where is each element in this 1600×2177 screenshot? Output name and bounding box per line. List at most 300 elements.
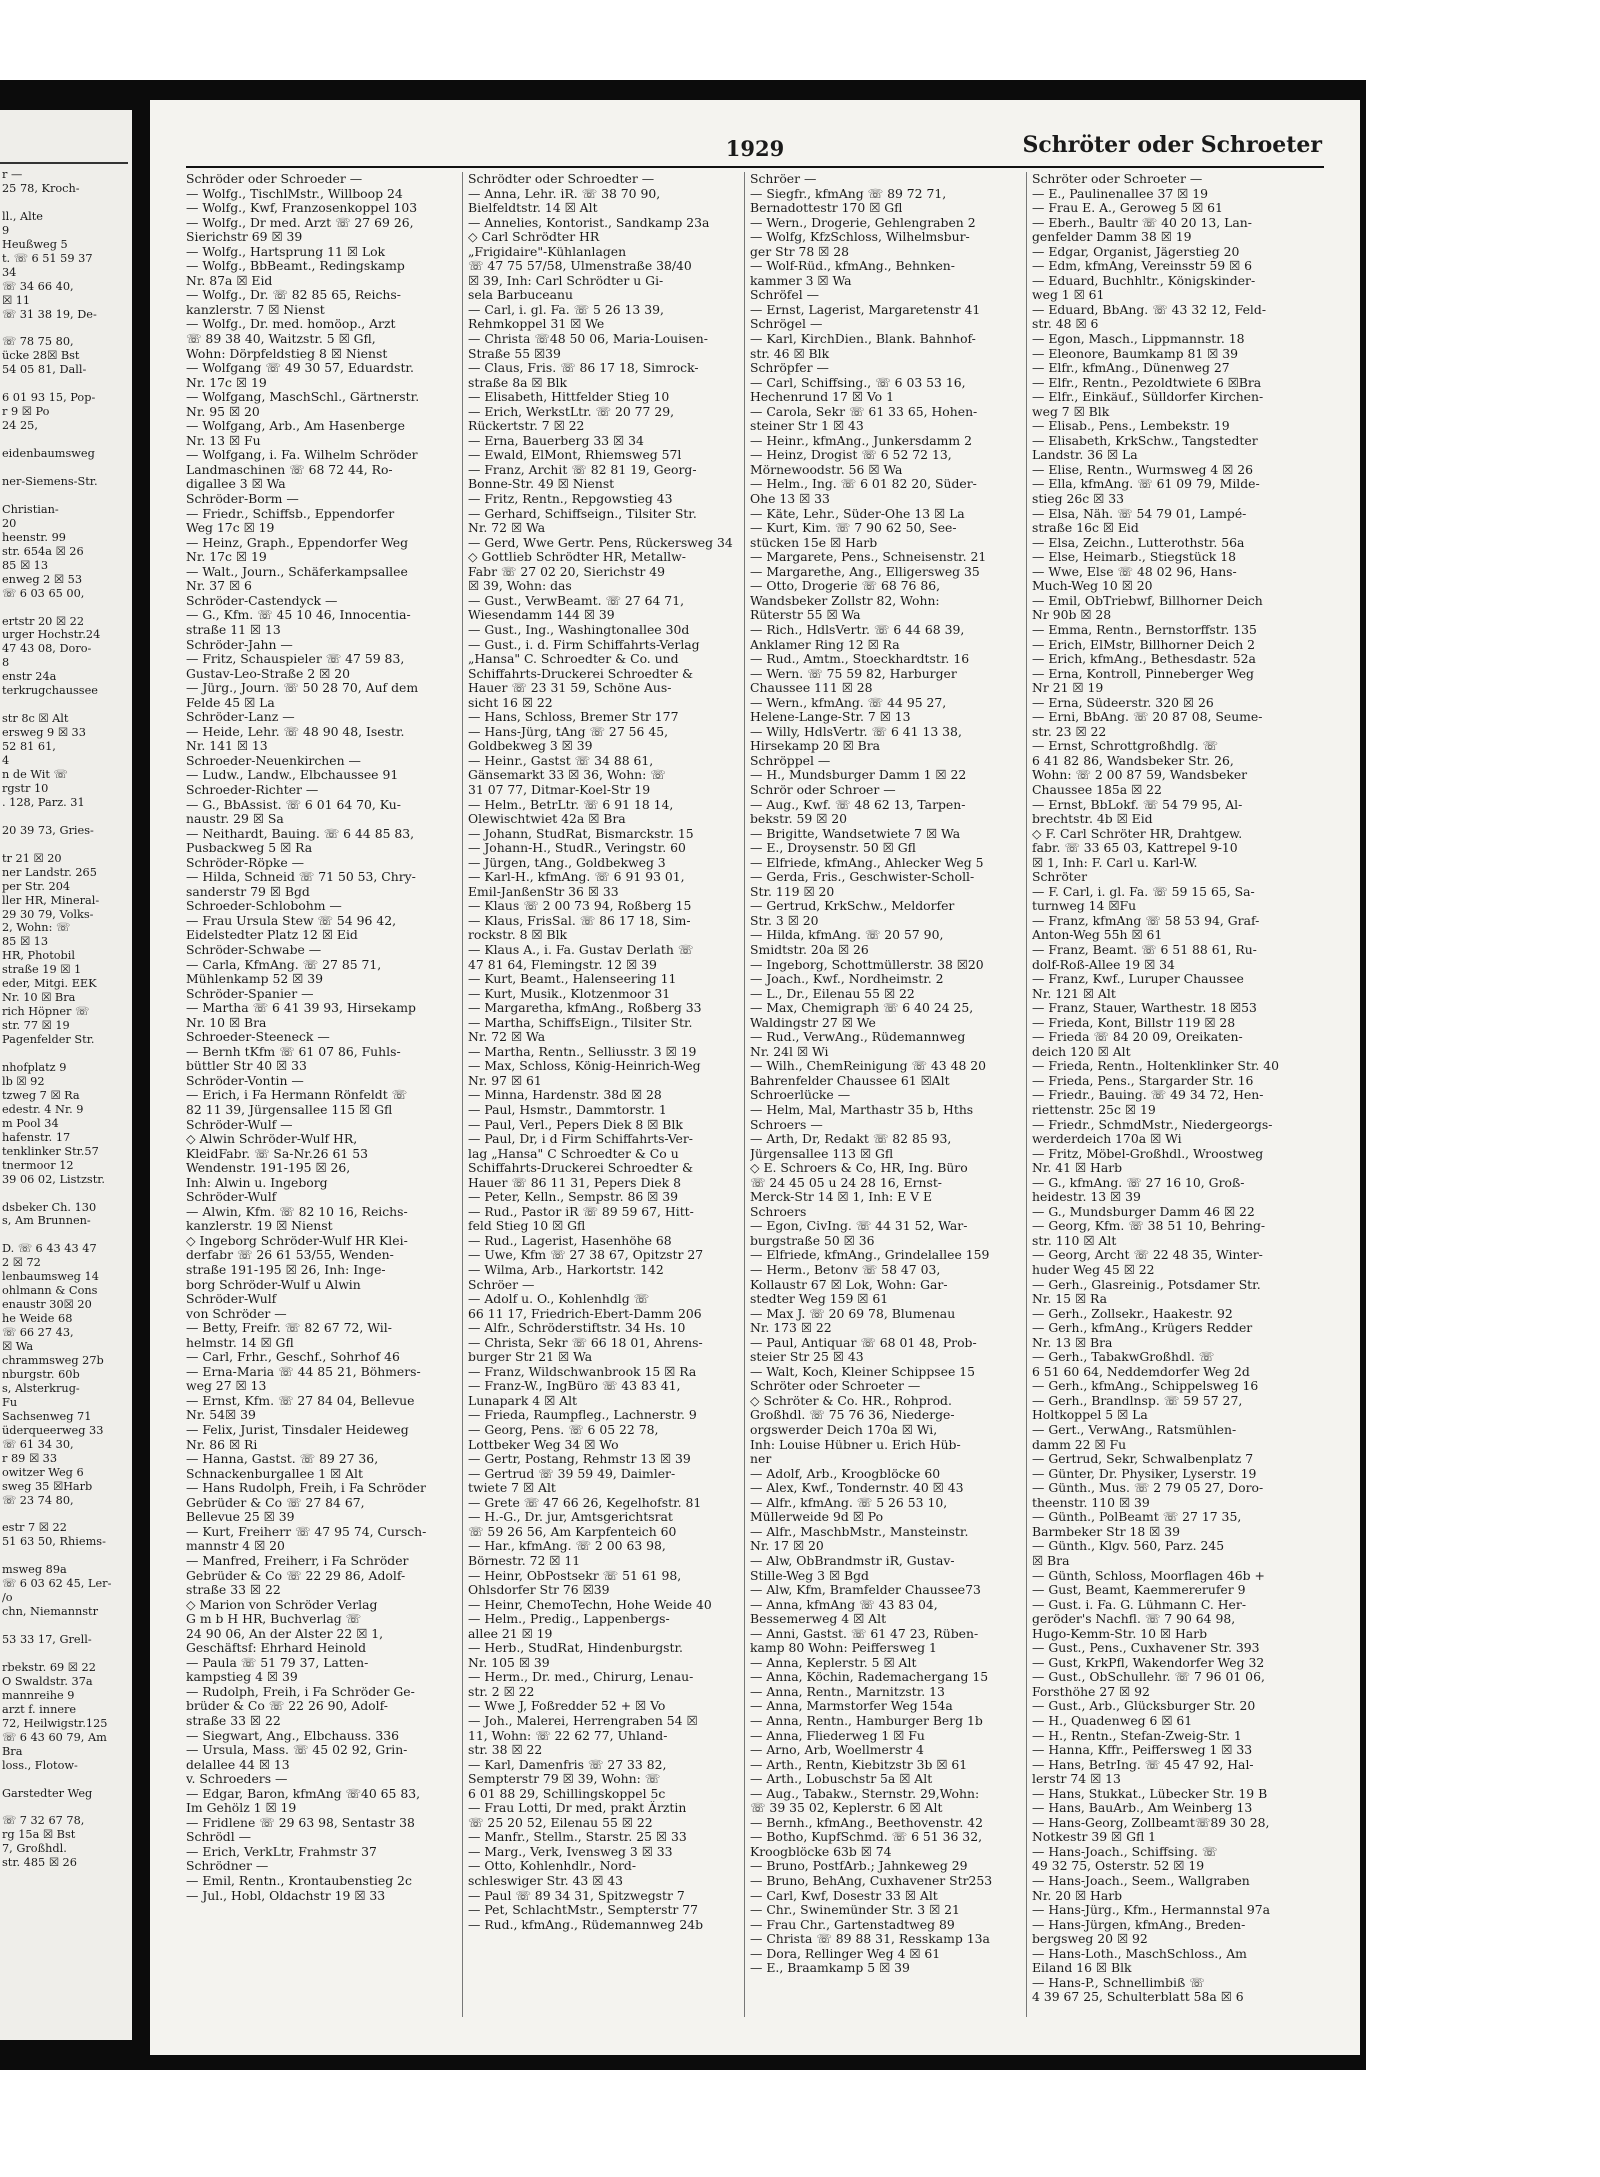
directory-line: v. Schroeders — — [186, 1772, 288, 1787]
directory-line: 82 11 39, Jürgensallee 115 ☒ Gfl — [186, 1103, 393, 1117]
directory-line: — Margarete, Pens., Schneisenstr. 21 — [750, 550, 987, 565]
left-page-line: ☏ 6 03 62 45, Ler- — [2, 1577, 112, 1591]
directory-line: — Erich, VerkLtr, Frahmstr 37 — [186, 1844, 377, 1859]
directory-line: Str. 119 ☒ 20 — [750, 884, 835, 899]
directory-line: 31 07 77, Ditmar-Koel-Str 19 — [468, 782, 651, 797]
left-page-line: . 128, Parz. 31 — [2, 795, 85, 809]
directory-line: — Hans, BauArb., Am Weinberg 13 — [1032, 1801, 1253, 1816]
left-page-line: 25 78, Kroch- — [2, 181, 80, 195]
directory-line: Schröder oder Schroeder — — [186, 172, 363, 186]
directory-line: straße 11 ☒ 13 — [186, 622, 281, 637]
left-page-line: ner Landstr. 265 — [2, 865, 97, 879]
left-page-line: str. 77 ☒ 19 — [2, 1019, 70, 1033]
directory-line: Straße 55 ☒39 — [468, 346, 561, 361]
directory-line: — Elise, Rentn., Wurmsweg 4 ☒ 26 — [1032, 462, 1253, 477]
directory-line: — Elsa, Näh. ☏ 54 79 01, Lampé- — [1032, 506, 1247, 521]
directory-line: — Gust., VerwBeamt. ☏ 27 64 71, — [468, 593, 685, 608]
directory-line: ☏ 47 75 57/58, Ulmenstraße 38/40 — [468, 259, 692, 274]
left-page-line — [2, 601, 130, 615]
directory-line: — Felix, Jurist, Tinsdaler Heideweg — [186, 1423, 409, 1438]
directory-line: kanzlerstr. 7 ☒ Nienst — [186, 302, 325, 317]
directory-line: — H.-G., Dr. jur, Amtsgerichtsrat — [468, 1510, 673, 1525]
directory-line: — Gertrud, KrkSchw., Meldorfer — [750, 899, 955, 914]
directory-line: — Paul, Antiquar ☏ 68 01 48, Prob- — [750, 1335, 977, 1350]
directory-line: — Günter, Dr. Physiker, Lyserstr. 19 — [1032, 1466, 1257, 1481]
directory-line: — Jürgen, tAng., Goldbekweg 3 — [468, 855, 666, 870]
left-page-line: ☏ 34 66 40, — [2, 279, 74, 293]
directory-line: — Rich., HdlsVertr. ☏ 6 44 68 39, — [750, 622, 965, 637]
directory-line: — Jul., Hobl, Oldachstr 19 ☒ 33 — [186, 1888, 386, 1903]
directory-line: Schröter oder Schroeter — — [1032, 172, 1203, 186]
left-page-line: 39 06 02, Listzstr. — [2, 1172, 105, 1186]
running-head: Schröter oder Schroeter — [1022, 132, 1322, 158]
column-divider — [1026, 172, 1027, 2017]
directory-line: ☒ 39, Inh: Carl Schrödter u Gi- — [468, 273, 664, 288]
left-page-line: s, Alsterkrug- — [2, 1381, 80, 1395]
directory-line: ☒ 1, Inh: F. Carl u. Karl-W. — [1032, 855, 1198, 870]
directory-line: Str. 3 ☒ 20 — [750, 913, 819, 928]
left-page-line — [2, 1773, 130, 1787]
left-page-line: enweg 2 ☒ 53 — [2, 572, 83, 586]
directory-line: — Helm, Mal, Marthastr 35 b, Hths — [750, 1103, 974, 1117]
directory-line: ger Str 78 ☒ 28 — [750, 244, 849, 259]
directory-line: — Margaretha, kfmAng., Roßberg 33 — [468, 1001, 702, 1016]
left-page-line: 52 81 61, — [2, 740, 56, 754]
left-page-line: 20 — [2, 516, 17, 530]
directory-line: Nr. 13 ☒ Fu — [186, 433, 261, 448]
directory-line: — Wolfg., Dr. ☏ 82 85 65, Reichs- — [186, 288, 401, 303]
directory-line: — Arno, Arb, Woellmerstr 4 — [750, 1743, 924, 1758]
directory-line: Nr. 87a ☒ Eid — [186, 273, 273, 288]
left-page-line: 7, Großhdl. — [2, 1842, 67, 1856]
directory-line: Schröder-Schwabe — — [186, 942, 322, 957]
directory-line: — E., Droysenstr. 50 ☒ Gfl — [750, 841, 916, 856]
directory-line: — Gust., i. d. Firm Schiffahrts-Verlag — [468, 637, 700, 652]
left-page-line: 34 — [2, 265, 17, 279]
directory-line: Schroeder-Steeneck — — [186, 1030, 330, 1045]
directory-line: — Friedr., Bauing. ☏ 49 34 72, Hen- — [1032, 1088, 1264, 1103]
directory-line: — Hans-Joach., Seem., Wallgraben — [1032, 1873, 1250, 1888]
directory-line: — Paul, Hsmstr., Dammtorstr. 1 — [468, 1103, 667, 1117]
directory-line: — Hans-Joach., Schiffsing. ☏ — [1032, 1844, 1218, 1859]
directory-line: ☏ 59 26 56, Am Karpfenteich 60 — [468, 1524, 677, 1539]
directory-line: kammer 3 ☒ Wa — [750, 273, 852, 288]
directory-line: stedter Weg 159 ☒ 61 — [750, 1292, 889, 1307]
directory-line: Inh: Alwin u. Ingeborg — [186, 1175, 328, 1190]
directory-line: Sierichstr 69 ☒ 39 — [186, 230, 303, 245]
directory-line: twiete 7 ☒ Alt — [468, 1481, 556, 1496]
directory-line: Pusbackweg 5 ☒ Ra — [186, 841, 313, 856]
directory-line: — Elisab., Pens., Lembekstr. 19 — [1032, 419, 1230, 434]
directory-line: — Anna, Keplerstr. 5 ☒ Alt — [750, 1655, 917, 1670]
directory-line: — Wilh., ChemReinigung ☏ 43 48 20 — [750, 1059, 987, 1074]
left-page-line — [2, 1228, 130, 1242]
directory-line: — Gust., Pens., Cuxhavener Str. 393 — [1032, 1641, 1260, 1656]
directory-line: Schröder-Lanz — — [186, 710, 295, 725]
directory-line: — G., Kfm. ☏ 45 10 46, Innocentia- — [186, 608, 411, 623]
directory-line: Rüterstr 55 ☒ Wa — [750, 608, 861, 623]
left-page-line — [2, 461, 130, 475]
directory-line: — Elisabeth, Hittfelder Stieg 10 — [468, 390, 670, 405]
directory-line: Nr. 72 ☒ Wa — [468, 1030, 546, 1045]
directory-line: — Erna, Südeerstr. 320 ☒ 26 — [1032, 695, 1214, 710]
left-page-line: Pagenfelder Str. — [2, 1033, 95, 1047]
directory-line: Schröder-Wulf — [186, 1292, 277, 1307]
directory-line: Nr. 72 ☒ Wa — [468, 521, 546, 536]
directory-line: burger Str 21 ☒ Wa — [468, 1350, 593, 1365]
left-page-line: estr 7 ☒ 22 — [2, 1521, 67, 1535]
directory-line: — Erich, i Fa Hermann Rönfeldt ☏ — [186, 1088, 408, 1103]
directory-line: — Otto, Kohlenhdlr., Nord- — [468, 1859, 637, 1874]
directory-line: — Erna, Bauerberg 33 ☒ 34 — [468, 433, 644, 448]
directory-line: rockstr. 8 ☒ Blk — [468, 928, 568, 943]
left-page-line: loss., Flotow- — [2, 1758, 78, 1772]
directory-line: — Kurt, Kim. ☏ 7 90 62 50, See- — [750, 521, 957, 536]
directory-line: — Gertrud ☏ 39 59 49, Daimler- — [468, 1466, 676, 1481]
directory-line: Eiland 16 ☒ Blk — [1032, 1961, 1132, 1976]
directory-line: Schröder-Röpke — — [186, 855, 305, 870]
directory-line: Olewischtwiet 42a ☒ Bra — [468, 812, 626, 827]
directory-line: — Gust, Beamt, Kaemmererufer 9 — [1032, 1583, 1246, 1598]
left-page-line: rgstr 10 — [2, 781, 49, 795]
directory-line: schleswiger Str. 43 ☒ 43 — [468, 1873, 624, 1888]
directory-line: Ohlsdorfer Str 76 ☒39 — [468, 1583, 610, 1598]
left-page-line — [2, 810, 130, 824]
left-page-fragment — [0, 110, 132, 2040]
directory-line: Schröder-Spanier — — [186, 986, 314, 1001]
directory-line: 66 11 17, Friedrich-Ebert-Damm 206 — [468, 1306, 702, 1321]
directory-line: — Minna, Hardenstr. 38d ☒ 28 — [468, 1088, 662, 1103]
directory-line: — Margarethe, Ang., Elligersweg 35 — [750, 564, 980, 579]
directory-line: — Wolf-Rüd., kfmAng., Behnken- — [750, 259, 955, 274]
left-page-line: ersweg 9 ☒ 33 — [2, 726, 86, 740]
left-page-line: ner-Siemens-Str. — [2, 474, 98, 488]
directory-line: Helene-Lange-Str. 7 ☒ 13 — [750, 710, 911, 725]
directory-line: Forsthöhe 27 ☒ 92 — [1032, 1684, 1150, 1699]
directory-line: Nr 90b ☒ 28 — [1032, 608, 1112, 623]
left-page-line: owitzer Weg 6 — [2, 1465, 84, 1479]
directory-line: theenstr. 110 ☒ 39 — [1032, 1495, 1150, 1510]
directory-line: — Hans, Stukkat., Lübecker Str. 19 B — [1032, 1786, 1268, 1801]
left-page-line: /o — [2, 1591, 13, 1605]
left-page-line — [2, 377, 130, 391]
directory-line: huder Weg 45 ☒ 22 — [1032, 1263, 1155, 1278]
left-page-line: ☒ Wa — [2, 1340, 34, 1354]
directory-line: — Alw, Kfm, Bramfelder Chaussee73 — [750, 1583, 981, 1598]
left-page-line: ☏ 61 34 30, — [2, 1437, 74, 1451]
left-page-line — [2, 321, 130, 335]
directory-line: ◇ E. Schroers & Co, HR, Ing. Büro — [750, 1161, 968, 1176]
directory-line: steiner Str 1 ☒ 43 — [750, 419, 864, 434]
directory-line: — Hans, BetrIng. ☏ 45 47 92, Hal- — [1032, 1757, 1254, 1772]
left-page-line: ertstr 20 ☒ 22 — [2, 614, 85, 628]
directory-line: — Rud., Amtm., Stoeckhardtstr. 16 — [750, 652, 970, 667]
directory-line: — Betty, Freifr. ☏ 82 67 72, Wil- — [186, 1321, 392, 1336]
column-divider — [462, 172, 463, 2017]
directory-line: — Carl, i. gl. Fa. ☏ 5 26 13 39, — [468, 302, 664, 317]
directory-line: — Else, Heimarb., Stiegstück 18 — [1032, 550, 1236, 565]
directory-line: — Ernst, Schrottgroßhdlg. ☏ — [1032, 739, 1219, 754]
directory-line: Schroerlücke — — [750, 1088, 851, 1103]
directory-line: — Gerda, Fris., Geschwister-Scholl- — [750, 870, 975, 885]
directory-line: Chaussee 111 ☒ 28 — [750, 681, 873, 696]
directory-line: — G., Mundsburger Damm 46 ☒ 22 — [1032, 1204, 1255, 1219]
directory-line: Much-Weg 10 ☒ 20 — [1032, 579, 1153, 594]
directory-line: — F. Carl, i. gl. Fa. ☏ 59 15 65, Sa- — [1032, 884, 1255, 899]
directory-line: — Hans-P., Schnellimbiß ☏ — [1032, 1975, 1205, 1990]
directory-line: derfabr ☏ 26 61 53/55, Wenden- — [186, 1248, 394, 1263]
column-divider — [744, 172, 745, 2017]
directory-line: — Manfred, Freiherr, i Fa Schröder — [186, 1553, 409, 1568]
directory-line: — Heide, Lehr. ☏ 48 90 48, Isestr. — [186, 724, 405, 739]
directory-line: — Johann-H., StudR., Veringstr. 60 — [468, 841, 686, 856]
directory-line: weg 27 ☒ 13 — [186, 1379, 267, 1394]
directory-line: — Manfr., Stellm., Starstr. 25 ☒ 33 — [468, 1830, 687, 1845]
directory-line: — Martha, SchiffsEign., Tilsiter Str. — [468, 1015, 693, 1030]
left-page-line: ☒ 11 — [2, 293, 31, 307]
directory-line: — Bernh tKfm ☏ 61 07 86, Fuhls- — [186, 1044, 401, 1059]
directory-line: — Botho, KupfSchmd. ☏ 6 51 36 32, — [750, 1830, 983, 1845]
directory-line: 6 41 82 86, Wandsbeker Str. 26, — [1032, 753, 1234, 768]
directory-line: Wiesendamm 144 ☒ 39 — [468, 608, 615, 623]
left-page-line: 53 33 17, Grell- — [2, 1633, 92, 1647]
directory-line: — Ursula, Mass. ☏ 45 02 92, Grin- — [186, 1743, 408, 1758]
directory-line: — Bruno, BehAng, Cuxhavener Str253 — [750, 1873, 993, 1888]
directory-line: „Frigidaire"-Kühlanlagen — [468, 244, 627, 259]
directory-line: — Fritz, Schauspieler ☏ 47 59 83, — [186, 652, 405, 667]
left-page-line: ☏ 6 43 60 79, Am — [2, 1730, 107, 1744]
left-page-line: r — — [2, 168, 23, 181]
directory-line: digallee 3 ☒ Wa — [186, 477, 286, 492]
directory-line: — Wolfg., Hartsprung 11 ☒ Lok — [186, 244, 386, 259]
directory-line: Geschäftsf: Ehrhard Heinold — [186, 1641, 367, 1656]
directory-line: — Marg., Verk, Ivensweg 3 ☒ 33 — [468, 1844, 673, 1859]
directory-line: riettenstr. 25c ☒ 19 — [1032, 1103, 1156, 1117]
directory-line: — Anna, Fliederweg 1 ☒ Fu — [750, 1728, 925, 1743]
directory-line: Schrödner — — [186, 1859, 269, 1874]
directory-line: — Wolfg., BbBeamt., Redingskamp — [186, 259, 405, 274]
directory-line: — Wolfgang, Arb., Am Hasenberge — [186, 419, 405, 434]
directory-line: — Elfriede, kfmAng., Ahlecker Weg 5 — [750, 855, 984, 870]
directory-line: — Christa, Sekr ☏ 66 18 01, Ahrens- — [468, 1335, 703, 1350]
directory-line: kampstieg 4 ☒ 39 — [186, 1670, 298, 1685]
directory-line: — Eduard, BbAng. ☏ 43 32 12, Feld- — [1032, 302, 1266, 317]
directory-line: — Gust., Arb., Glücksburger Str. 20 — [1032, 1699, 1256, 1714]
directory-line: — Käte, Lehr., Süder-Ohe 13 ☒ La — [750, 506, 965, 521]
directory-line: Nr. 173 ☒ 22 — [750, 1321, 832, 1336]
directory-line: 49 32 75, Osterstr. 52 ☒ 19 — [1032, 1859, 1205, 1874]
directory-line: — Elfriede, kfmAng., Grindelallee 159 — [750, 1248, 990, 1263]
directory-line: Lunapark 4 ☒ Alt — [468, 1393, 578, 1408]
directory-line: — Wolfg., Dr. med. homöop., Arzt — [186, 317, 396, 332]
directory-line: — Rud., Pastor iR ☏ 89 59 67, Hitt- — [468, 1204, 694, 1219]
directory-line: Nr 21 ☒ 19 — [1032, 681, 1104, 696]
directory-column-4 — [1032, 172, 1307, 2032]
directory-line: straße 191-195 ☒ 26, Inh: Inge- — [186, 1263, 386, 1278]
left-page-line: ☏ 78 75 80, — [2, 335, 74, 349]
directory-line: — Alfr., kfmAng. ☏ 5 26 53 10, — [750, 1495, 948, 1510]
directory-line: — Hans, Schloss, Bremer Str 177 — [468, 710, 679, 725]
directory-line: werderdeich 170a ☒ Wi — [1032, 1132, 1182, 1147]
directory-line: — Hilda, kfmAng. ☏ 20 57 90, — [750, 928, 944, 943]
left-page-line: n de Wit ☏ — [2, 767, 68, 781]
directory-column-1 — [186, 172, 461, 2032]
directory-line: Fabr ☏ 27 02 20, Sierichstr 49 — [468, 564, 665, 579]
directory-line: — H., Rentn., Stefan-Zweig-Str. 1 — [1032, 1728, 1242, 1743]
left-page-line: ☏ 6 03 65 00, — [2, 586, 85, 600]
directory-line: — Pet, SchlachtMstr., Sempterstr 77 — [468, 1903, 699, 1918]
directory-line: ner — [750, 1452, 772, 1467]
directory-line: — Carola, Sekr ☏ 61 33 65, Hohen- — [750, 404, 978, 419]
directory-line: — Gerhard, Schiffseign., Tilsiter Str. — [468, 506, 697, 521]
directory-line: — Egon, CivIng. ☏ 44 31 52, War- — [750, 1219, 968, 1234]
left-page-line — [2, 1187, 130, 1201]
left-page-line: str. 654a ☒ 26 — [2, 544, 84, 558]
directory-line: — Eberh., Baultr ☏ 40 20 13, Lan- — [1032, 215, 1252, 230]
left-page-line: ☏ 7 32 67 78, — [2, 1814, 85, 1828]
left-page-line: str. 485 ☒ 26 — [2, 1856, 77, 1870]
directory-line: ☒ 39, Wohn: das — [468, 579, 572, 594]
directory-line: KleidFabr. ☏ Sa-Nr.26 61 53 — [186, 1146, 368, 1161]
directory-line: — Edgar, Organist, Jägerstieg 20 — [1032, 244, 1240, 259]
directory-line: — Alfr., Schröderstiftstr. 34 Hs. 10 — [468, 1321, 686, 1336]
directory-line: — Gertrud, Sekr, Schwalbenplatz 7 — [1032, 1452, 1254, 1467]
directory-line: Emil-JanßenStr 36 ☒ 33 — [468, 884, 619, 899]
directory-line: — Paula ☏ 51 79 37, Latten- — [186, 1655, 369, 1670]
directory-line: ☏ 24 45 05 u 24 28 16, Ernst- — [750, 1175, 942, 1190]
directory-line: straße 8a ☒ Blk — [468, 375, 568, 390]
directory-line: Weg 17c ☒ 19 — [186, 521, 275, 536]
left-page-line — [2, 1508, 130, 1522]
directory-line: — Uwe, Kfm ☏ 27 38 67, Opitzstr 27 — [468, 1248, 704, 1263]
directory-line: — Heinr, ChemoTechn, Hohe Weide 40 — [468, 1597, 712, 1612]
directory-line: — Karl, KirchDien., Blank. Bahnhof- — [750, 332, 976, 347]
header-rule — [186, 166, 1324, 168]
directory-line: — Eduard, Buchhltr., Königskinder- — [1032, 273, 1256, 288]
directory-line: Nr. 54☒ 39 — [186, 1408, 256, 1423]
left-page-line: 54 05 81, Dall- — [2, 363, 87, 377]
directory-line: Nr. 37 ☒ 6 — [186, 579, 252, 594]
directory-line: — Erich, ElMstr, Billhorner Deich 2 — [1032, 637, 1256, 652]
directory-line: Schröder-Borm — — [186, 492, 299, 507]
left-page-line: Sachsenweg 71 — [2, 1409, 92, 1423]
directory-line: — Adolf, Arb., Kroogblöcke 60 — [750, 1466, 941, 1481]
directory-line: — Max J. ☏ 20 69 78, Blumenau — [750, 1306, 956, 1321]
left-page-line — [2, 1801, 130, 1815]
directory-line: orgswerder Deich 170a ☒ Wi, — [750, 1423, 938, 1438]
directory-line: Lottbeker Weg 34 ☒ Wo — [468, 1437, 619, 1452]
directory-line: Eidelstedter Platz 12 ☒ Eid — [186, 928, 358, 943]
directory-line: — Hans-Jürgen, kfmAng., Breden- — [1032, 1917, 1246, 1932]
left-page-line: 72, Heilwigstr.125 — [2, 1716, 108, 1730]
directory-line: turnweg 14 ☒Fu — [1032, 899, 1137, 914]
left-page-line: urger Hochstr.24 — [2, 628, 101, 642]
left-page-line: hafenstr. 17 — [2, 1130, 71, 1144]
directory-line: Nr. 95 ☒ 20 — [186, 404, 260, 419]
directory-line: — Gerh., kfmAng., Schippelsweg 16 — [1032, 1379, 1259, 1394]
directory-line: — Frieda, Rentn., Holtenklinker Str. 40 — [1032, 1059, 1280, 1074]
directory-line: — Siegfr., kfmAng ☏ 89 72 71, — [750, 186, 947, 201]
directory-line: — G., kfmAng. ☏ 27 16 10, Groß- — [1032, 1175, 1245, 1190]
directory-line: — Helm., Ing. ☏ 6 01 82 20, Süder- — [750, 477, 977, 492]
directory-line: — Carla, KfmAng. ☏ 27 85 71, — [186, 957, 382, 972]
directory-line: — Klaus A., i. Fa. Gustav Derlath ☏ — [468, 942, 694, 957]
directory-line: — E., Braamkamp 5 ☒ 39 — [750, 1961, 910, 1976]
left-page-line — [2, 1549, 130, 1563]
directory-line: — Ludw., Landw., Elbchaussee 91 — [186, 768, 399, 783]
directory-line: — Kurt, Musik., Klotzenmoor 31 — [468, 986, 671, 1001]
directory-line: 24 90 06, An der Alster 22 ☒ 1, — [186, 1626, 384, 1641]
directory-line: — Har., kfmAng. ☏ 2 00 63 98, — [468, 1539, 666, 1554]
directory-line: — Karl-H., kfmAng. ☏ 6 91 93 01, — [468, 870, 685, 885]
left-page-line: 85 ☒ 13 — [2, 558, 49, 572]
left-page-line: mannreihe 9 — [2, 1688, 75, 1702]
directory-line: Felde 45 ☒ La — [186, 695, 275, 710]
directory-line: — Arth., Lobuschstr 5a ☒ Alt — [750, 1772, 933, 1787]
left-page-line: Fu — [2, 1395, 18, 1409]
directory-line: — Rud., VerwAng., Rüdemannweg — [750, 1030, 966, 1045]
directory-line: 6 51 60 64, Neddemdorfer Weg 2d — [1032, 1364, 1250, 1379]
directory-line: von Schröder — — [186, 1306, 287, 1321]
directory-line: — Edm, kfmAng, Vereinsstr 59 ☒ 6 — [1032, 259, 1253, 274]
directory-line: — Erna-Maria ☏ 44 85 21, Böhmers- — [186, 1364, 421, 1379]
directory-line: Inh: Louise Hübner u. Erich Hüb- — [750, 1437, 961, 1452]
directory-line: — Adolf u. O., Kohlenhdlg ☏ — [468, 1292, 650, 1307]
directory-line: ☒ Bra — [1032, 1553, 1070, 1568]
directory-line: — Ingeborg, Schottmüllerstr. 38 ☒20 — [750, 957, 984, 972]
directory-line: — Gertr, Postang, Rehmstr 13 ☒ 39 — [468, 1452, 691, 1467]
directory-line: G m b H HR, Buchverlag ☏ — [186, 1612, 362, 1627]
directory-line: Landstr. 36 ☒ La — [1032, 448, 1138, 463]
directory-line: — Gerh., Brandlnsp. ☏ 59 57 27, — [1032, 1393, 1243, 1408]
directory-line: Ohe 13 ☒ 33 — [750, 492, 830, 507]
left-page-line: rbekstr. 69 ☒ 22 — [2, 1660, 96, 1674]
directory-line: — Emma, Rentn., Bernstorffstr. 135 — [1032, 622, 1257, 637]
directory-line: — Wwe J, Foßredder 52 + ☒ Vo — [468, 1699, 666, 1714]
directory-line: Kollaustr 67 ☒ Lok, Wohn: Gar- — [750, 1277, 948, 1292]
directory-line: Landmaschinen ☏ 68 72 44, Ro- — [186, 462, 393, 477]
directory-line: 4 39 67 25, Schulterblatt 58a ☒ 6 — [1032, 1990, 1244, 2005]
left-page-line — [2, 489, 130, 503]
directory-line: — Gust., ObSchullehr. ☏ 7 96 01 06, — [1032, 1670, 1265, 1685]
directory-line: ◇ Alwin Schröder-Wulf HR, — [186, 1132, 358, 1147]
directory-line: — Frieda, Raumpfleg., Lachnerstr. 9 — [468, 1408, 697, 1423]
directory-line: straße 33 ☒ 22 — [186, 1583, 281, 1598]
directory-line: — Wolfg., Kwf, Franzosenkoppel 103 — [186, 201, 418, 216]
left-page-line: 8 — [2, 656, 10, 670]
directory-line: — E., Paulinenallee 37 ☒ 19 — [1032, 186, 1208, 201]
left-page-line: lb ☒ 92 — [2, 1074, 45, 1088]
left-page-line: dsbeker Ch. 130 — [2, 1200, 97, 1214]
left-page-line: rg 15a ☒ Bst — [2, 1828, 76, 1842]
left-page-line: chn, Niemannstr — [2, 1605, 98, 1619]
page-number: 1929 — [725, 136, 785, 161]
left-page-line: sweg 35 ☒Harb — [2, 1479, 93, 1493]
left-page-line: heenstr. 99 — [2, 530, 66, 544]
directory-line: Gebrüder & Co ☏ 27 84 67, — [186, 1495, 365, 1510]
directory-line: Barmbeker Str 18 ☒ 39 — [1032, 1524, 1180, 1539]
directory-line: — Erich, WerkstLtr. ☏ 20 77 29, — [468, 404, 675, 419]
directory-line: — Gert., VerwAng., Ratsmühlen- — [1032, 1423, 1237, 1438]
directory-line: Hauer ☏ 23 31 59, Schöne Aus- — [468, 681, 672, 696]
directory-line: Merck-Str 14 ☒ 1, Inh: E V E — [750, 1190, 933, 1205]
directory-line: — Max, Schloss, König-Heinrich-Weg — [468, 1059, 701, 1074]
directory-line: brüder & Co ☏ 22 26 90, Adolf- — [186, 1699, 388, 1714]
directory-line: — Franz, Kwf., Luruper Chaussee — [1032, 972, 1244, 987]
directory-line: — Anna, Rentn., Hamburger Berg 1b — [750, 1713, 983, 1728]
left-page-line: Bra — [2, 1744, 23, 1758]
directory-line: — Hanna, Gastst. ☏ 89 27 36, — [186, 1452, 379, 1467]
